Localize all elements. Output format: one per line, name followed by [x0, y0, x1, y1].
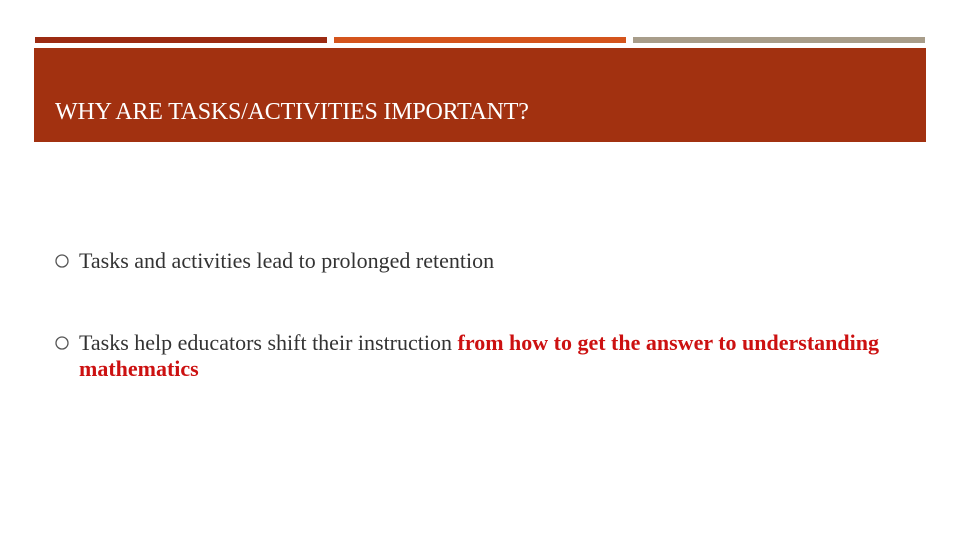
bullet-list — [55, 248, 925, 382]
accent-bar-2 — [334, 37, 626, 43]
bullet-emphasis: from how to get the answer to understanding mathematics — [79, 330, 879, 381]
title-band — [34, 48, 926, 142]
bullet-text: Tasks help educators shift their instruction — [79, 330, 458, 355]
bullet-item-instruction-shift — [55, 330, 925, 382]
accent-bar-3 — [633, 37, 925, 43]
accent-bar-1 — [35, 37, 327, 43]
bullet-item-retention — [55, 248, 925, 274]
hollow-circle-icon — [55, 254, 69, 268]
bullet-text: Tasks and activities lead to prolonged retention — [79, 248, 495, 273]
slide-title: WHY ARE TASKS/ACTIVITIES IMPORTANT? — [55, 99, 529, 125]
hollow-circle-icon — [55, 336, 69, 350]
